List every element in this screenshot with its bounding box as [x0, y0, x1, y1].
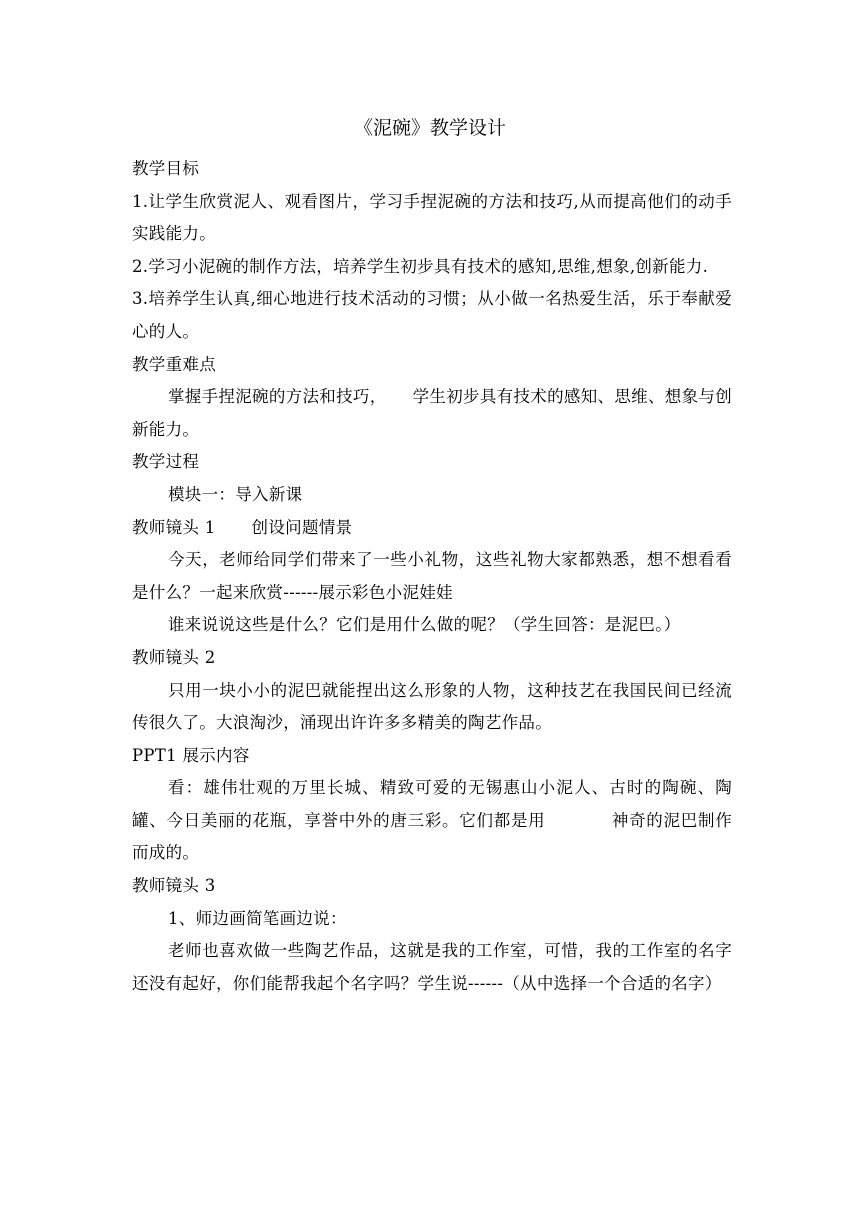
look-text-a: 看：雄伟壮观的万里长城、精致可爱的无锡惠山小泥人、古时的陶碗、陶罐、今日美丽的花瓶，享誉中外的唐三彩。它们都是用 — [132, 778, 732, 830]
key-points-paragraph — [132, 381, 732, 446]
objective-1: 1.让学生欣赏泥人、观看图片，学习手捏泥碗的方法和技巧,从而提高他们的动手实践能力。 — [132, 191, 732, 244]
section-heading-objectives: 教学目标 — [132, 159, 200, 178]
shot-1-label: 教师镜头 1 — [132, 517, 216, 537]
section-heading-key-points: 教学重难点 — [132, 354, 216, 374]
module-1-heading: 模块一：导入新课 — [168, 484, 303, 504]
key-point-b: 学生初步具有技术的感知、思维、想象与创新能力。 — [132, 387, 732, 439]
paragraph-draw: 1、师边画简笔画边说： — [168, 908, 347, 928]
document-title: 《泥碗》教学设计 — [353, 117, 506, 139]
teacher-shot-3: 教师镜头 3 — [132, 876, 216, 896]
section-heading-process: 教学过程 — [132, 452, 200, 472]
look-text-b: 神奇的泥巴制作而成的。 — [132, 810, 732, 863]
document-body — [132, 153, 732, 1000]
objective-3: 3.培养学生认真,细心地进行技术活动的习惯；从小做一名热爱生活，乐于奉献爱心的人。 — [132, 289, 732, 341]
shot-1-title: 创设问题情景 — [251, 517, 353, 537]
paragraph-studio: 老师也喜欢做一些陶艺作品，这就是我的工作室，可惜，我的工作室的名字还没有起好，你们能帮我起个名字吗？学生说------（从中选择一个合适的名字） — [132, 941, 732, 993]
teacher-shot-2: 教师镜头 2 — [132, 647, 216, 667]
paragraph-clay: 只用一块小小的泥巴就能捏出这么形象的人物，这种技艺在我国民间已经流传很久了。大浪淘沙，涌现出许许多多精美的陶艺作品。 — [132, 680, 732, 733]
paragraph-look — [132, 772, 732, 870]
ppt-1-label: PPT1 展示内容 — [132, 745, 250, 765]
objective-2: 2.学习小泥碗的制作方法，培养学生初步具有技术的感知,思维,想象,创新能力. — [132, 256, 709, 276]
key-point-a: 掌握手捏泥碗的方法和技巧， — [168, 387, 387, 407]
paragraph-today: 今天，老师给同学们带来了一些小礼物，这些礼物大家都熟悉，想不想看看是什么？一起来欣赏------展示彩色小泥娃娃 — [132, 550, 732, 602]
teacher-shot-1 — [132, 512, 732, 545]
paragraph-who: 谁来说说这些是什么？它们是用什么做的呢？（学生回答：是泥巴。） — [168, 615, 681, 635]
